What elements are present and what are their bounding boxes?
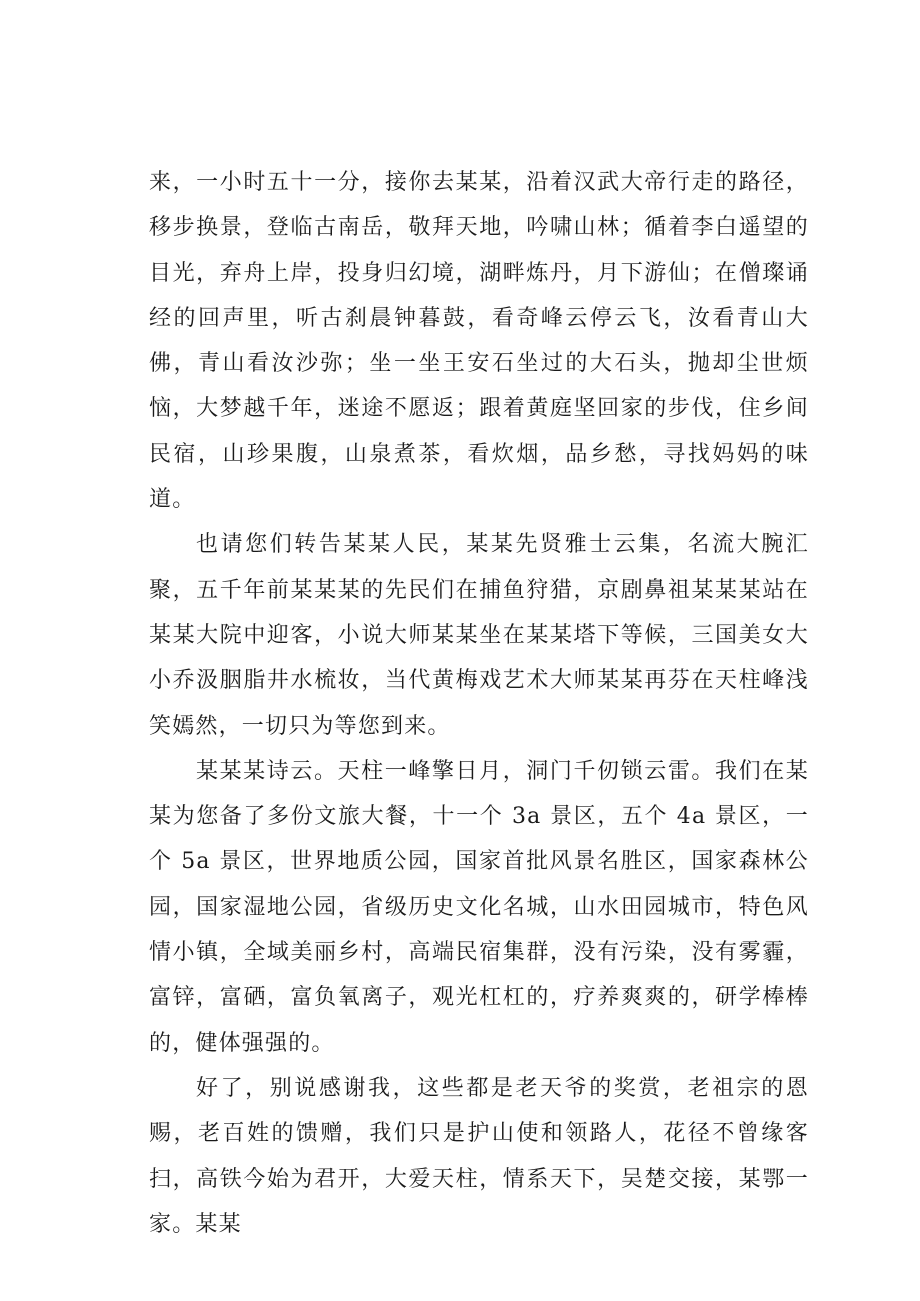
paragraph-2: 也请您们转告某某人民，某某先贤雅士云集，名流大腕汇聚，五千年前某某某的先民们在捕鱼狩猎，京剧鼻祖某某某站在某某大院中迎客，小说大师某某坐在某某塔下等候，三国美女大小乔汲胭脂井水梳妆，当代黄梅戏艺术大师某某再芬在天柱峰浅笑嫣然，一切只为等您到来。 [149, 532, 809, 739]
paragraph-1: 来，一小时五十一分，接你去某某，沿着汉武大帝行走的路径，移步换景，登临古南岳，敬拜天地，吟啸山林；循着李白遥望的目光，弃舟上岸，投身归幻境，湖畔炼丹，月下游仙；在僧璨诵经的回声里，听古刹晨钟暮鼓，看奇峰云停云飞，汝看青山大佛，青山看汝沙弥；坐一坐王安石坐过的大石头，抛却尘世烦恼，大梦越千年，迷途不愿返；跟着黄庭坚回家的步伐，住乡间民宿，山珍果腹，山泉煮茶，看炊烟，品乡愁，寻找妈妈的味道。 [149, 170, 809, 513]
paragraph-4: 好了，别说感谢我，这些都是老天爷的奖赏，老祖宗的恩赐，老百姓的馈赠，我们只是护山使和领路人，花径不曾缘客扫，高铁今始为君开，大爱天柱，情系天下，吴楚交接，某鄂一家。某某 [149, 1075, 809, 1237]
paragraph-3: 某某某诗云。天柱一峰擎日月，洞门千仞锁云雷。我们在某某为您备了多份文旅大餐，十一个 3a 景区，五个 4a 景区，一个 5a 景区，世界地质公园，国家首批风景名胜区，国家森林公园，国家湿地公园，省级历史文化名城，山水田园城市，特色风情小镇，全域美丽乡村，高端民宿集群，没有污染，没有雾霾，富锌，富硒，富负氧离子，观光杠杠的，疗养爽爽的，研学棒棒的，健体强强的。 [149, 758, 809, 1056]
document-body [149, 160, 809, 1247]
